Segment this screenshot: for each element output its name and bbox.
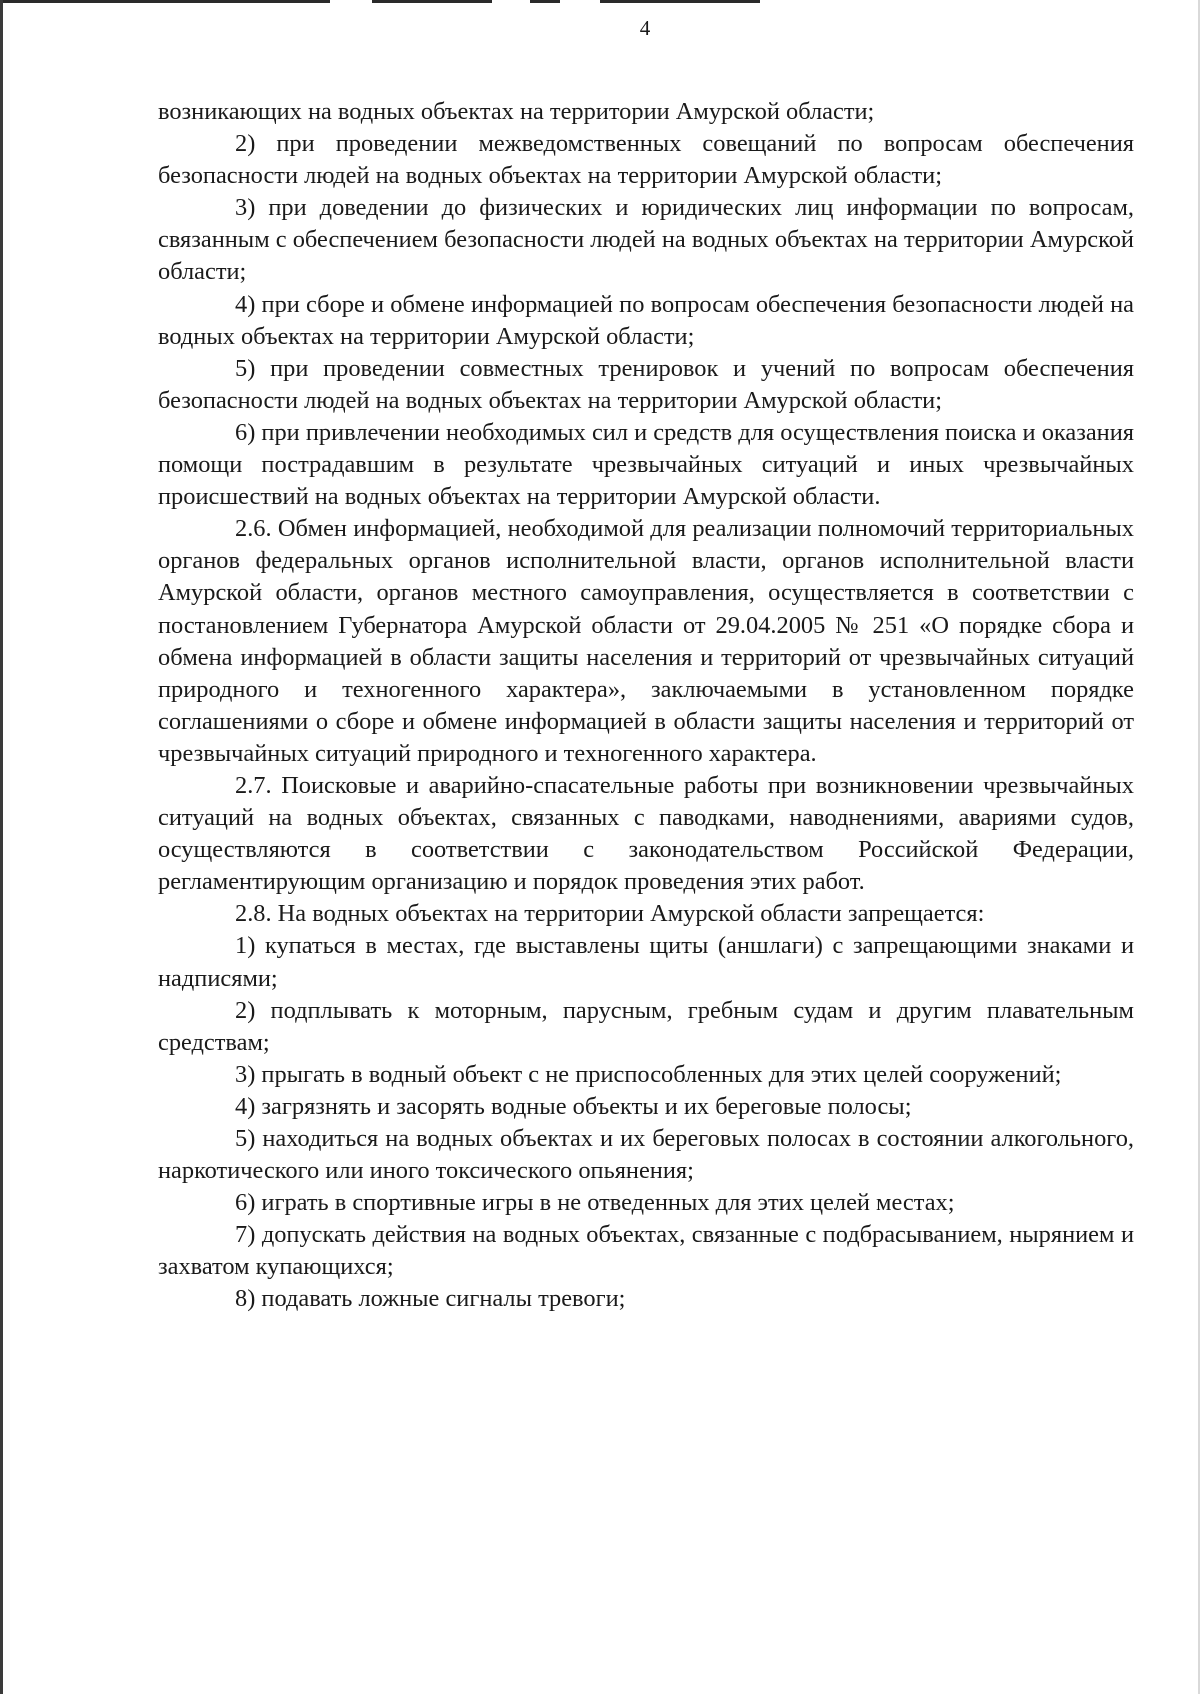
prohibition-item-1: 1) купаться в местах, где выставлены щиты (аншлаги) с запрещающими знаками и надписями; (158, 932, 1134, 992)
paragraph-item-3: 3) при доведении до физических и юридических лиц информации по вопросам, связанным с обеспечением безопасности людей на водных объектах на территории Амурской области; (158, 194, 1134, 286)
prohibition-item-8: 8) подавать ложные сигналы тревоги; (235, 1285, 626, 1313)
paragraph-item-4: 4) при сборе и обмене информацией по вопросам обеспечения безопасности людей на водных объектах на территории Амурской области; (158, 290, 1134, 350)
scan-left-edge (0, 0, 3, 1694)
prohibition-item-3: 3) прыгать в водный объект с не приспособленных для этих целей сооружений; (235, 1060, 1062, 1088)
scan-top-artifact (0, 0, 1200, 6)
prohibition-item-4: 4) загрязнять и засорять водные объекты и их береговые полосы; (235, 1092, 912, 1120)
prohibition-item-7: 7) допускать действия на водных объектах, связанные с подбрасыванием, нырянием и захватом купающихся; (158, 1221, 1134, 1281)
paragraph-item-6: 6) при привлечении необходимых сил и средств для осуществления поиска и оказания помощи пострадавшим в результате чрезвычайных ситуаций и иных чрезвычайных происшествий на водных объектах на территории Амурской области. (158, 418, 1134, 511)
prohibition-item-6: 6) играть в спортивные игры в не отведенных для этих целей местах; (235, 1189, 955, 1217)
paragraph-section-2-6: 2.6. Обмен информацией, необходимой для реализации полномочий территориальных органов федеральных органов исполнительной власти, органов исполнительной власти Амурской области, органов местного самоуправления, осуществляется в соответствии с постановлением Губернатора Амурской области от 29.04.2005 № 251 «О порядке сбора и обмена информацией в области защиты населения и территорий от чрезвычайных ситуаций природного и техногенного характера», заключаемыми в установленном порядке соглашениями о сборе и обмене информацией в области защиты населения и территорий от чрезвычайных ситуаций природного и техногенного характера. (158, 515, 1134, 767)
paragraph-section-2-7: 2.7. Поисковые и аварийно-спасательные работы при возникновении чрезвычайных ситуаций на водных объектах, связанных с паводками, наводнениями, авариями судов, осуществляются в соответствии с законодательством Российской Федерации, регламентирующим организацию и порядок проведения этих работ. (158, 771, 1134, 896)
paragraph-item-2: 2) при проведении межведомственных совещаний по вопросам обеспечения безопасности людей на водных объектах на территории Амурской области; (158, 130, 1134, 190)
paragraph-item-5: 5) при проведении совместных тренировок и учений по вопросам обеспечения безопасности людей на водных объектах на территории Амурской области; (158, 354, 1134, 414)
paragraph-section-2-8: 2.8. На водных объектах на территории Амурской области запрещается: (235, 900, 985, 928)
page-number: 4 (639, 16, 651, 40)
paragraph-continuation: возникающих на водных объектах на территории Амурской области; (158, 98, 875, 125)
prohibition-item-5: 5) находиться на водных объектах и их береговых полосах в состоянии алкогольного, наркотического или иного токсического опьянения; (158, 1125, 1134, 1185)
prohibition-item-2: 2) подплывать к моторным, парусным, гребным судам и другим плавательным средствам; (158, 996, 1134, 1056)
document-body (158, 96, 1134, 1316)
